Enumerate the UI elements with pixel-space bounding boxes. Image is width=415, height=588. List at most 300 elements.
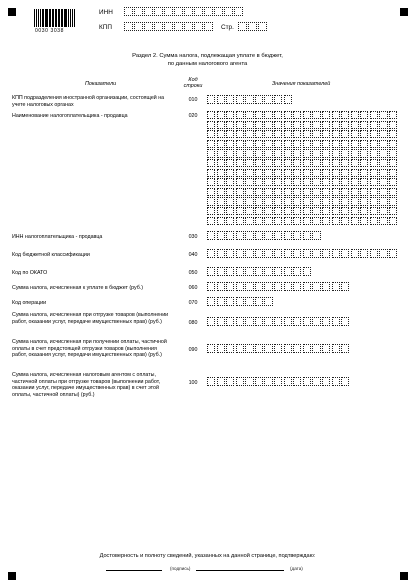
input-cell[interactable] xyxy=(360,197,368,205)
input-cell[interactable] xyxy=(245,207,253,215)
input-cell[interactable] xyxy=(274,217,282,225)
input-cell[interactable] xyxy=(226,130,234,138)
input-cell[interactable] xyxy=(341,217,349,225)
input-cell[interactable] xyxy=(303,282,311,291)
input-cell[interactable] xyxy=(303,159,311,167)
input-cell[interactable] xyxy=(284,188,292,196)
field-030[interactable] xyxy=(207,231,322,240)
input-cell[interactable] xyxy=(174,7,183,16)
input-cell[interactable] xyxy=(245,159,253,167)
input-cell[interactable] xyxy=(293,188,301,196)
input-cell[interactable] xyxy=(255,344,263,353)
input-cell[interactable] xyxy=(264,159,272,167)
input-cell[interactable] xyxy=(226,178,234,186)
input-cell[interactable] xyxy=(312,140,320,148)
name-grid-line[interactable] xyxy=(207,159,399,167)
input-cell[interactable] xyxy=(217,178,225,186)
input-cell[interactable] xyxy=(332,159,340,167)
input-cell[interactable] xyxy=(370,178,378,186)
input-cell[interactable] xyxy=(236,159,244,167)
input-cell[interactable] xyxy=(341,249,349,258)
input-cell[interactable] xyxy=(236,344,244,353)
input-cell[interactable] xyxy=(207,249,215,258)
input-cell[interactable] xyxy=(245,282,253,291)
input-cell[interactable] xyxy=(217,159,225,167)
input-cell[interactable] xyxy=(226,207,234,215)
input-cell[interactable] xyxy=(322,344,330,353)
input-cell[interactable] xyxy=(255,178,263,186)
input-cell[interactable] xyxy=(236,121,244,129)
input-cell[interactable] xyxy=(370,249,378,258)
input-cell[interactable] xyxy=(236,149,244,157)
input-cell[interactable] xyxy=(351,169,359,177)
input-cell[interactable] xyxy=(194,7,203,16)
name-grid-line[interactable] xyxy=(207,197,399,205)
input-cell[interactable] xyxy=(351,178,359,186)
input-cell[interactable] xyxy=(226,267,234,276)
input-cell[interactable] xyxy=(274,178,282,186)
input-cell[interactable] xyxy=(332,178,340,186)
field-090[interactable] xyxy=(207,344,351,353)
input-cell[interactable] xyxy=(389,130,397,138)
input-cell[interactable] xyxy=(236,197,244,205)
input-cell[interactable] xyxy=(389,188,397,196)
input-cell[interactable] xyxy=(255,317,263,326)
input-cell[interactable] xyxy=(360,178,368,186)
input-cell[interactable] xyxy=(217,267,225,276)
input-cell[interactable] xyxy=(255,217,263,225)
input-cell[interactable] xyxy=(214,7,223,16)
input-cell[interactable] xyxy=(264,231,272,240)
input-cell[interactable] xyxy=(236,282,244,291)
input-cell[interactable] xyxy=(360,149,368,157)
input-cell[interactable] xyxy=(274,197,282,205)
input-cell[interactable] xyxy=(341,159,349,167)
input-cell[interactable] xyxy=(303,130,311,138)
input-cell[interactable] xyxy=(217,249,225,258)
input-cell[interactable] xyxy=(217,207,225,215)
input-cell[interactable] xyxy=(379,121,387,129)
input-cell[interactable] xyxy=(312,217,320,225)
input-cell[interactable] xyxy=(312,282,320,291)
input-cell[interactable] xyxy=(284,121,292,129)
input-cell[interactable] xyxy=(322,149,330,157)
name-grid-line[interactable] xyxy=(207,169,399,177)
input-cell[interactable] xyxy=(332,121,340,129)
input-cell[interactable] xyxy=(293,231,301,240)
input-cell[interactable] xyxy=(370,188,378,196)
input-cell[interactable] xyxy=(303,121,311,129)
input-cell[interactable] xyxy=(370,159,378,167)
input-cell[interactable] xyxy=(312,231,320,240)
input-cell[interactable] xyxy=(226,317,234,326)
input-cell[interactable] xyxy=(226,140,234,148)
input-cell[interactable] xyxy=(217,297,225,306)
input-cell[interactable] xyxy=(217,377,225,386)
input-cell[interactable] xyxy=(245,130,253,138)
input-cell[interactable] xyxy=(312,344,320,353)
input-cell[interactable] xyxy=(264,121,272,129)
input-cell[interactable] xyxy=(226,95,234,104)
input-cell[interactable] xyxy=(245,188,253,196)
input-cell[interactable] xyxy=(255,282,263,291)
input-cell[interactable] xyxy=(245,231,253,240)
input-cell[interactable] xyxy=(360,121,368,129)
input-cell[interactable] xyxy=(274,121,282,129)
input-cell[interactable] xyxy=(370,121,378,129)
input-cell[interactable] xyxy=(293,159,301,167)
input-cell[interactable] xyxy=(274,344,282,353)
input-cell[interactable] xyxy=(207,297,215,306)
input-cell[interactable] xyxy=(360,207,368,215)
name-grid-line[interactable] xyxy=(207,149,399,157)
input-cell[interactable] xyxy=(236,111,244,119)
input-cell[interactable] xyxy=(255,197,263,205)
input-cell[interactable] xyxy=(303,249,311,258)
input-cell[interactable] xyxy=(217,169,225,177)
input-cell[interactable] xyxy=(332,377,340,386)
input-cell[interactable] xyxy=(154,22,163,31)
input-cell[interactable] xyxy=(389,217,397,225)
input-cell[interactable] xyxy=(312,130,320,138)
input-cell[interactable] xyxy=(341,188,349,196)
input-cell[interactable] xyxy=(351,140,359,148)
input-cell[interactable] xyxy=(379,249,387,258)
input-cell[interactable] xyxy=(389,178,397,186)
input-cell[interactable] xyxy=(370,140,378,148)
input-cell[interactable] xyxy=(379,111,387,119)
input-cell[interactable] xyxy=(312,249,320,258)
input-cell[interactable] xyxy=(379,159,387,167)
input-cell[interactable] xyxy=(204,22,213,31)
input-cell[interactable] xyxy=(303,377,311,386)
page-number-field[interactable] xyxy=(238,22,268,31)
input-cell[interactable] xyxy=(274,130,282,138)
input-cell[interactable] xyxy=(264,267,272,276)
input-cell[interactable] xyxy=(207,231,215,240)
input-cell[interactable] xyxy=(360,130,368,138)
input-cell[interactable] xyxy=(264,140,272,148)
input-cell[interactable] xyxy=(312,178,320,186)
input-cell[interactable] xyxy=(379,169,387,177)
input-cell[interactable] xyxy=(322,159,330,167)
input-cell[interactable] xyxy=(274,207,282,215)
input-cell[interactable] xyxy=(264,178,272,186)
input-cell[interactable] xyxy=(341,317,349,326)
input-cell[interactable] xyxy=(341,344,349,353)
input-cell[interactable] xyxy=(184,22,193,31)
input-cell[interactable] xyxy=(207,178,215,186)
input-cell[interactable] xyxy=(226,217,234,225)
input-cell[interactable] xyxy=(370,130,378,138)
field-080[interactable] xyxy=(207,317,351,326)
input-cell[interactable] xyxy=(341,282,349,291)
input-cell[interactable] xyxy=(236,169,244,177)
input-cell[interactable] xyxy=(370,217,378,225)
input-cell[interactable] xyxy=(226,297,234,306)
input-cell[interactable] xyxy=(332,249,340,258)
input-cell[interactable] xyxy=(360,249,368,258)
input-cell[interactable] xyxy=(284,197,292,205)
input-cell[interactable] xyxy=(248,22,257,31)
input-cell[interactable] xyxy=(236,178,244,186)
input-cell[interactable] xyxy=(274,149,282,157)
input-cell[interactable] xyxy=(303,178,311,186)
input-cell[interactable] xyxy=(322,169,330,177)
name-grid-line[interactable] xyxy=(207,140,399,148)
input-cell[interactable] xyxy=(389,159,397,167)
input-cell[interactable] xyxy=(204,7,213,16)
input-cell[interactable] xyxy=(312,121,320,129)
input-cell[interactable] xyxy=(379,140,387,148)
input-cell[interactable] xyxy=(264,111,272,119)
input-cell[interactable] xyxy=(341,377,349,386)
signature-line[interactable] xyxy=(106,570,162,571)
input-cell[interactable] xyxy=(255,95,263,104)
input-cell[interactable] xyxy=(284,249,292,258)
input-cell[interactable] xyxy=(236,188,244,196)
input-cell[interactable] xyxy=(351,111,359,119)
input-cell[interactable] xyxy=(217,217,225,225)
input-cell[interactable] xyxy=(245,149,253,157)
input-cell[interactable] xyxy=(332,207,340,215)
input-cell[interactable] xyxy=(236,217,244,225)
input-cell[interactable] xyxy=(255,188,263,196)
input-cell[interactable] xyxy=(284,140,292,148)
input-cell[interactable] xyxy=(360,111,368,119)
input-cell[interactable] xyxy=(293,178,301,186)
input-cell[interactable] xyxy=(164,22,173,31)
input-cell[interactable] xyxy=(303,111,311,119)
input-cell[interactable] xyxy=(293,140,301,148)
input-cell[interactable] xyxy=(303,188,311,196)
input-cell[interactable] xyxy=(332,149,340,157)
name-grid-line[interactable] xyxy=(207,111,399,119)
input-cell[interactable] xyxy=(207,169,215,177)
input-cell[interactable] xyxy=(322,111,330,119)
input-cell[interactable] xyxy=(322,121,330,129)
input-cell[interactable] xyxy=(238,22,247,31)
input-cell[interactable] xyxy=(264,207,272,215)
input-cell[interactable] xyxy=(284,95,292,104)
input-cell[interactable] xyxy=(389,249,397,258)
field-040[interactable] xyxy=(207,249,399,258)
input-cell[interactable] xyxy=(389,207,397,215)
input-cell[interactable] xyxy=(245,267,253,276)
input-cell[interactable] xyxy=(322,317,330,326)
input-cell[interactable] xyxy=(255,297,263,306)
input-cell[interactable] xyxy=(332,344,340,353)
input-cell[interactable] xyxy=(236,377,244,386)
input-cell[interactable] xyxy=(274,317,282,326)
input-cell[interactable] xyxy=(322,282,330,291)
input-cell[interactable] xyxy=(207,121,215,129)
input-cell[interactable] xyxy=(312,317,320,326)
input-cell[interactable] xyxy=(293,377,301,386)
input-cell[interactable] xyxy=(258,22,267,31)
input-cell[interactable] xyxy=(284,267,292,276)
input-cell[interactable] xyxy=(379,207,387,215)
input-cell[interactable] xyxy=(207,140,215,148)
input-cell[interactable] xyxy=(245,249,253,258)
input-cell[interactable] xyxy=(379,197,387,205)
input-cell[interactable] xyxy=(217,95,225,104)
input-cell[interactable] xyxy=(245,217,253,225)
input-cell[interactable] xyxy=(207,197,215,205)
input-cell[interactable] xyxy=(274,282,282,291)
name-grid-line[interactable] xyxy=(207,130,399,138)
input-cell[interactable] xyxy=(312,111,320,119)
input-cell[interactable] xyxy=(234,7,243,16)
input-cell[interactable] xyxy=(370,149,378,157)
input-cell[interactable] xyxy=(264,217,272,225)
input-cell[interactable] xyxy=(293,149,301,157)
input-cell[interactable] xyxy=(303,344,311,353)
input-cell[interactable] xyxy=(264,197,272,205)
input-cell[interactable] xyxy=(245,297,253,306)
input-cell[interactable] xyxy=(245,111,253,119)
input-cell[interactable] xyxy=(341,111,349,119)
input-cell[interactable] xyxy=(274,231,282,240)
input-cell[interactable] xyxy=(332,317,340,326)
input-cell[interactable] xyxy=(303,140,311,148)
input-cell[interactable] xyxy=(144,7,153,16)
input-cell[interactable] xyxy=(245,178,253,186)
input-cell[interactable] xyxy=(332,140,340,148)
input-cell[interactable] xyxy=(274,267,282,276)
input-cell[interactable] xyxy=(217,140,225,148)
input-cell[interactable] xyxy=(236,140,244,148)
input-cell[interactable] xyxy=(322,140,330,148)
input-cell[interactable] xyxy=(303,169,311,177)
input-cell[interactable] xyxy=(255,207,263,215)
input-cell[interactable] xyxy=(207,267,215,276)
input-cell[interactable] xyxy=(293,282,301,291)
input-cell[interactable] xyxy=(224,7,233,16)
input-cell[interactable] xyxy=(341,149,349,157)
input-cell[interactable] xyxy=(264,297,272,306)
input-cell[interactable] xyxy=(217,317,225,326)
input-cell[interactable] xyxy=(389,121,397,129)
input-cell[interactable] xyxy=(360,169,368,177)
input-cell[interactable] xyxy=(134,22,143,31)
input-cell[interactable] xyxy=(164,7,173,16)
input-cell[interactable] xyxy=(351,188,359,196)
input-cell[interactable] xyxy=(303,231,311,240)
input-cell[interactable] xyxy=(370,169,378,177)
input-cell[interactable] xyxy=(255,149,263,157)
input-cell[interactable] xyxy=(174,22,183,31)
name-grid-line[interactable] xyxy=(207,178,399,186)
input-cell[interactable] xyxy=(255,159,263,167)
input-cell[interactable] xyxy=(293,111,301,119)
input-cell[interactable] xyxy=(255,169,263,177)
input-cell[interactable] xyxy=(284,231,292,240)
input-cell[interactable] xyxy=(312,169,320,177)
input-cell[interactable] xyxy=(312,188,320,196)
input-cell[interactable] xyxy=(236,297,244,306)
input-cell[interactable] xyxy=(322,178,330,186)
input-cell[interactable] xyxy=(217,111,225,119)
input-cell[interactable] xyxy=(312,149,320,157)
name-grid-line[interactable] xyxy=(207,121,399,129)
input-cell[interactable] xyxy=(207,95,215,104)
input-cell[interactable] xyxy=(303,197,311,205)
input-cell[interactable] xyxy=(226,111,234,119)
input-cell[interactable] xyxy=(332,111,340,119)
input-cell[interactable] xyxy=(351,159,359,167)
input-cell[interactable] xyxy=(322,130,330,138)
input-cell[interactable] xyxy=(207,149,215,157)
input-cell[interactable] xyxy=(370,111,378,119)
input-cell[interactable] xyxy=(351,249,359,258)
input-cell[interactable] xyxy=(226,282,234,291)
input-cell[interactable] xyxy=(312,377,320,386)
input-cell[interactable] xyxy=(322,249,330,258)
input-cell[interactable] xyxy=(379,178,387,186)
input-cell[interactable] xyxy=(264,149,272,157)
input-cell[interactable] xyxy=(245,121,253,129)
input-cell[interactable] xyxy=(264,344,272,353)
input-cell[interactable] xyxy=(341,178,349,186)
input-cell[interactable] xyxy=(341,169,349,177)
input-cell[interactable] xyxy=(207,317,215,326)
input-cell[interactable] xyxy=(226,188,234,196)
name-grid-line[interactable] xyxy=(207,217,399,225)
input-cell[interactable] xyxy=(293,130,301,138)
input-cell[interactable] xyxy=(293,249,301,258)
input-cell[interactable] xyxy=(217,121,225,129)
input-cell[interactable] xyxy=(379,188,387,196)
input-cell[interactable] xyxy=(322,197,330,205)
input-cell[interactable] xyxy=(264,95,272,104)
input-cell[interactable] xyxy=(293,207,301,215)
input-cell[interactable] xyxy=(389,169,397,177)
input-cell[interactable] xyxy=(194,22,203,31)
input-cell[interactable] xyxy=(351,149,359,157)
input-cell[interactable] xyxy=(284,217,292,225)
input-cell[interactable] xyxy=(236,207,244,215)
input-cell[interactable] xyxy=(351,121,359,129)
input-cell[interactable] xyxy=(245,95,253,104)
input-cell[interactable] xyxy=(360,188,368,196)
input-cell[interactable] xyxy=(264,282,272,291)
input-cell[interactable] xyxy=(245,317,253,326)
input-cell[interactable] xyxy=(322,188,330,196)
input-cell[interactable] xyxy=(332,282,340,291)
input-cell[interactable] xyxy=(284,207,292,215)
input-cell[interactable] xyxy=(303,267,311,276)
input-cell[interactable] xyxy=(245,140,253,148)
input-cell[interactable] xyxy=(236,267,244,276)
input-cell[interactable] xyxy=(284,344,292,353)
input-cell[interactable] xyxy=(284,377,292,386)
input-cell[interactable] xyxy=(293,317,301,326)
input-cell[interactable] xyxy=(255,249,263,258)
input-cell[interactable] xyxy=(255,231,263,240)
input-cell[interactable] xyxy=(332,169,340,177)
input-cell[interactable] xyxy=(134,7,143,16)
input-cell[interactable] xyxy=(144,22,153,31)
input-cell[interactable] xyxy=(236,317,244,326)
input-cell[interactable] xyxy=(217,282,225,291)
input-cell[interactable] xyxy=(293,197,301,205)
input-cell[interactable] xyxy=(332,217,340,225)
input-cell[interactable] xyxy=(293,344,301,353)
field-050[interactable] xyxy=(207,267,312,276)
field-100[interactable] xyxy=(207,377,351,386)
input-cell[interactable] xyxy=(284,149,292,157)
